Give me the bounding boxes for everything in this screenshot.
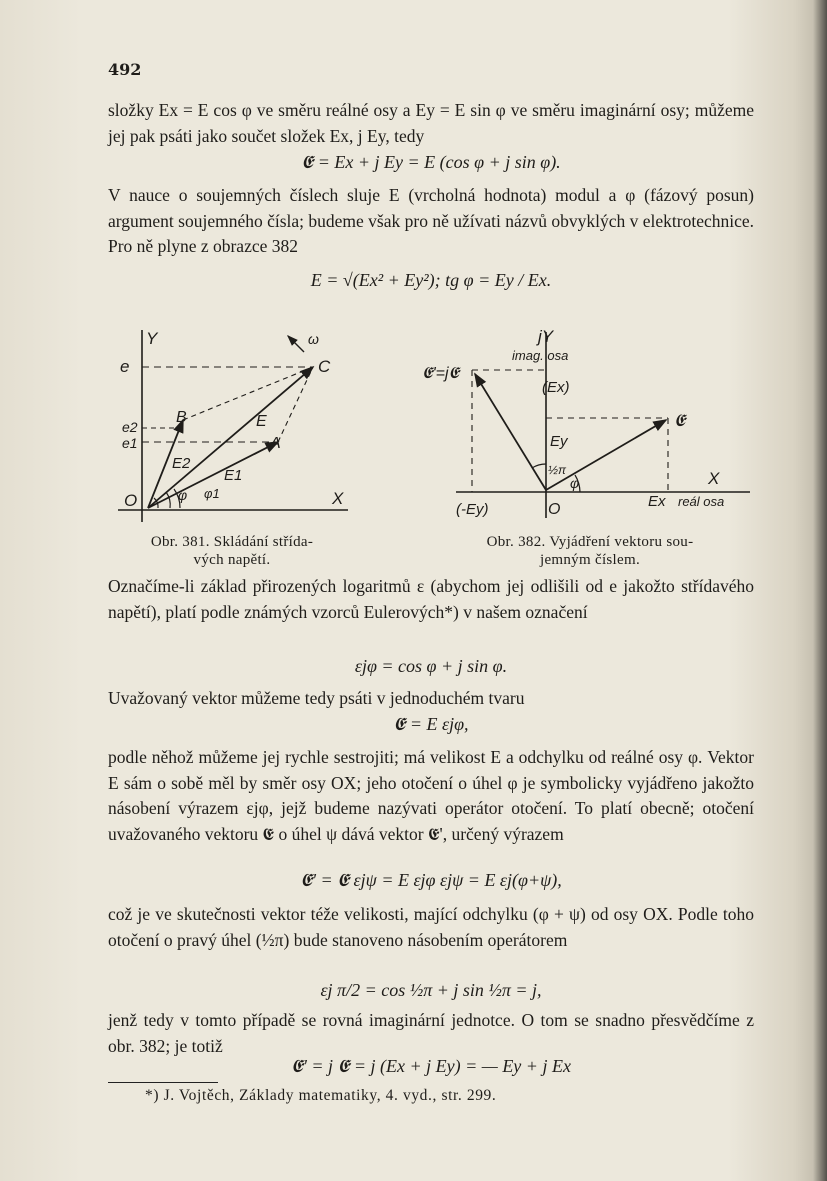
caption-382: [440, 533, 740, 569]
paragraph-6: což je ve skutečnosti vektor téže velikosti, mající odchylku (φ + ψ) od osy OX. Podle toho otočení o pravý úhel (½π) bude stanoveno násobením operátorem: [108, 904, 754, 950]
equation-7: 𝕰' = j 𝕰 = j (Ex + j Ey) = — Ey + j Ex: [291, 1056, 571, 1076]
equation-1: 𝕰 = Ex + j Ey = E (cos φ + j sin φ).: [301, 152, 561, 172]
label-A: A: [270, 435, 281, 452]
caption-381: [112, 533, 352, 569]
vector-E: [546, 420, 666, 490]
figure-382: [420, 322, 755, 532]
label-imag-osa: imag. osa: [512, 348, 569, 363]
figure-381: [108, 322, 358, 532]
label-C: C: [318, 357, 331, 376]
label-half-pi: ½π: [548, 463, 567, 477]
label-e2: e2: [122, 419, 138, 435]
label-real-osa: reál osa: [678, 494, 725, 509]
label-O: O: [124, 491, 138, 510]
paragraph-3: Označíme-li základ přirozených logaritmů ε (abychom jej odlišili od e jakožto střídavého napětí), platí podle známých vzorců Eulerových*) v našem označení: [108, 576, 754, 622]
label-phi: φ: [178, 487, 188, 503]
vector-jE: [475, 374, 546, 490]
label-phi1: φ1: [204, 486, 220, 501]
vector-e: [148, 367, 313, 508]
label-Y: Y: [146, 329, 158, 348]
label-B: B: [176, 409, 187, 426]
equation-4: 𝕰 = E εjφ,: [393, 714, 469, 734]
paragraph-7: jenž tedy v tomto případě se rovná imaginární jednotce. O tom se snadno přesvědčíme z obr. 382; je totiž: [108, 1010, 754, 1056]
label-omega: ω: [308, 331, 319, 347]
label-jE: 𝕰'=j𝕰: [422, 365, 460, 382]
label-Ex: Ex: [648, 493, 666, 510]
angle-arc: [166, 492, 170, 508]
page-number: 492: [108, 60, 142, 79]
equation-5: 𝕰' = 𝕰 εjψ = E εjφ εjψ = E εj(φ+ψ),: [300, 870, 562, 890]
footnote-rule: [108, 1082, 218, 1083]
caption-382-line2: jemným číslem.: [539, 552, 640, 568]
footnote: *) J. Vojtěch, Základy matematiky, 4. vyd., str. 299.: [145, 1087, 497, 1104]
page-edge-shadow: [813, 0, 827, 1181]
paragraph-1: složky Ex = E cos φ ve směru reálné osy a Ey = E sin φ ve směru imaginární osy; můžeme jej pak psáti jako součet složek Ex, j Ey, tedy: [108, 100, 754, 146]
label-O: O: [548, 501, 561, 518]
label-minus-Ey: (-Ey): [456, 501, 489, 518]
label-Ex-bracket: (Ex): [542, 379, 570, 396]
equation-6: εj π/2 = cos ½π + j sin ½π = j,: [320, 980, 542, 1000]
label-e1: e1: [122, 435, 138, 451]
paragraph-2: V nauce o soujemných číslech sluje E (vrcholná hodnota) modul a φ (fázový posun) argument soujemného čísla; budeme však pro ně užívati názvů obvyklých v elektrotechnice. Pro ně plyne z obrazce 382: [108, 185, 755, 256]
caption-381-line2: vých napětí.: [193, 552, 271, 568]
dash-ac: [278, 367, 313, 442]
label-E2: E2: [172, 455, 191, 472]
equation-3: εjφ = cos φ + j sin φ.: [354, 656, 508, 676]
label-E: E: [256, 413, 267, 430]
equation-2: E = √(Ex² + Ey²); tg φ = Ey / Ex.: [310, 270, 552, 290]
omega-arrow: [288, 336, 304, 352]
paragraph-4: Uvažovaný vektor můžeme tedy psáti v jednoduchém tvaru: [108, 688, 525, 708]
label-E-vector: 𝕰: [674, 411, 686, 430]
label-E1: E1: [224, 467, 243, 484]
label-X: X: [708, 469, 720, 488]
paragraph-5: podle něhož můžeme jej rychle sestrojiti; má velikost E a odchylku od reálné osy φ. Vektor E sám o sobě měl by směr osy OX; jeho otočení o úhel φ je symbolicky vyjádřeno jakožto násobení výrazem εjφ, jejž budeme nazývati operátor otočení. To platí obecně; otočení uvažovaného vektoru 𝕰 o úhel ψ dává vektor 𝕰', určený výrazem: [108, 747, 754, 844]
dash-bc: [183, 367, 313, 420]
label-X: X: [332, 489, 344, 508]
caption-382-line1: Obr. 382. Vyjádření vektoru sou-: [486, 534, 694, 550]
label-jY: jY: [538, 327, 554, 346]
caption-381-line1: Obr. 381. Skládání střída-: [150, 534, 314, 550]
label-phi: φ: [570, 475, 580, 491]
right-angle-arc: [532, 464, 546, 468]
label-Ey: Ey: [550, 433, 568, 450]
label-e: e: [120, 357, 130, 376]
